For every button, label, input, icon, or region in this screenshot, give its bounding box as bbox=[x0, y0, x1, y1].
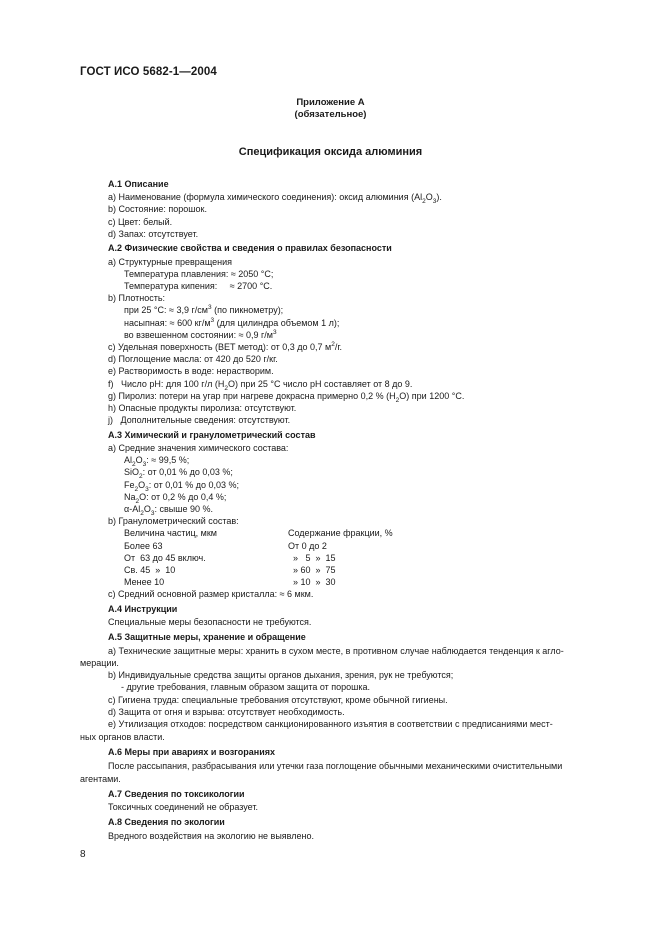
page-number: 8 bbox=[80, 849, 86, 860]
section-heading-a3: А.3 Химический и гранулометрический состав bbox=[108, 429, 316, 440]
table-cell: Более 63 bbox=[124, 540, 163, 551]
table-cell: Св. 45 » 10 bbox=[124, 565, 176, 576]
a1-item-c: c) Цвет: белый. bbox=[108, 216, 173, 227]
a6-text-line-2: агентами. bbox=[80, 773, 121, 784]
a5-item-a-cont: мерации. bbox=[80, 657, 119, 668]
a3-sio2: SiO$_2$: от 0,01 % до 0,03 %; bbox=[124, 467, 233, 481]
a2-density-3: во взвешенном состоянии: ≈ 0,9 $г/м^3$ bbox=[124, 328, 277, 340]
a1-item-b: b) Состояние: порошок. bbox=[108, 204, 207, 215]
a2-item-b: b) Плотность: bbox=[108, 293, 166, 304]
a3-alpha-al2o3: $\alpha-Al_2O_3$: свыше 90 %. bbox=[124, 504, 213, 517]
table-cell: » 5 » 15 bbox=[288, 552, 336, 563]
annex-label: Приложение А bbox=[296, 97, 365, 108]
a5-item-e: e) Утилизация отходов: посредством санкционированного изъятия в соответствии с предписаниями мест- bbox=[108, 718, 553, 729]
a2-boiling: Температура кипения: ≈ 2700 °С. bbox=[124, 281, 273, 292]
a3-item-b: b) Гранулометрический состав: bbox=[108, 516, 239, 527]
standard-header: ГОСТ ИСО 5682-1—2004 bbox=[80, 66, 217, 78]
section-heading-a6: А.6 Меры при авариях и возгораниях bbox=[108, 747, 276, 758]
section-heading-a4: А.4 Инструкции bbox=[108, 604, 178, 615]
table-cell: Менее 10 bbox=[124, 577, 165, 588]
section-heading-a8: А.8 Сведения по экологии bbox=[108, 817, 225, 828]
a2-item-c: c) Удельная поверхность (BET метод): от 0,3 до 0,7 $м^2/г$. bbox=[108, 341, 343, 353]
section-heading-a1: А.1 Описание bbox=[108, 179, 169, 189]
a5-item-a: a) Технические защитные меры: хранить в сухом месте, в противном случае наблюдается тенденция к агло- bbox=[108, 645, 564, 656]
a2-item-j: j) Дополнительные сведения: отсутствуют. bbox=[108, 415, 291, 426]
a5-item-b: b) Индивидуальные средства защиты органов дыхания, зрения, рук не требуются; bbox=[108, 670, 454, 681]
document-title: Спецификация оксида алюминия bbox=[238, 146, 423, 158]
a1-item-d: d) Запах: отсутствует. bbox=[108, 228, 199, 239]
table-header-content: Содержание фракции, % bbox=[288, 528, 393, 539]
a2-item-a: a) Структурные превращения bbox=[108, 256, 232, 267]
table-cell: От 63 до 45 включ. bbox=[124, 552, 206, 563]
a3-al2o3: $Al_2O_3$: ≈ 99,5 %; bbox=[124, 455, 190, 469]
a3-na2o: $Na_2O$: от 0,2 % до 0,4 %; bbox=[124, 491, 227, 505]
a1-item-a: a) Наименование (формула химического соединения): оксид алюминия $(Al_2O_3)$. bbox=[108, 192, 442, 205]
table-cell: » 10 » 30 bbox=[288, 577, 336, 588]
annex-status: (обязательное) bbox=[294, 109, 367, 120]
section-heading-a2: А.2 Физические свойства и сведения о правилах безопасности bbox=[108, 243, 392, 254]
document-body bbox=[80, 178, 615, 842]
a2-item-f: f) Число pH: для 100 г/л $(H_2O)$ при 25 °С число pH составляет от 8 до 9. bbox=[108, 378, 413, 392]
a2-density-1: при 25 °С: ≈ 3,9 $г/см^3$ (по пикнометру); bbox=[124, 304, 284, 316]
table-header-size: Величина частиц, мкм bbox=[124, 528, 217, 539]
a7-text: Токсичных соединений не образует. bbox=[108, 802, 258, 813]
table-cell: От 0 до 2 bbox=[288, 540, 327, 551]
a8-text: Вредного воздействия на экологию не выявлено. bbox=[108, 830, 314, 841]
granulometric-table bbox=[108, 527, 615, 588]
a2-item-e: e) Растворимость в воде: нерастворим. bbox=[108, 366, 274, 377]
section-heading-a5: А.5 Защитные меры, хранение и обращение bbox=[108, 632, 306, 643]
a2-item-d: d) Поглощение масла: от 420 до 520 г/кг. bbox=[108, 354, 278, 365]
table-cell: » 60 » 75 bbox=[288, 565, 336, 576]
a3-fe2o3: $Fe_2O_3$: от 0,01 % до 0,03 %; bbox=[124, 479, 240, 493]
a3-item-c: c) Средний основной размер кристалла: ≈ 6 мкм. bbox=[108, 589, 314, 600]
section-heading-a7: А.7 Сведения по токсикологии bbox=[108, 788, 245, 799]
a5-item-c: c) Гигиена труда: специальные требования отсутствуют, кроме обычной гигиены. bbox=[108, 694, 448, 705]
a2-density-2: насыпная: ≈ 600 $кг/м^3$ (для цилиндра объемом 1 л); bbox=[124, 316, 340, 328]
a4-text: Специальные меры безопасности не требуются. bbox=[108, 617, 312, 628]
a3-item-a: a) Средние значения химического состава: bbox=[108, 443, 289, 454]
a6-text-line-1: После рассыпания, разбрасывания или утечки газа поглощение обычными механическими очистительными bbox=[108, 760, 563, 771]
a5-item-d: d) Защита от огня и взрыва: отсутствует необходимость. bbox=[108, 706, 345, 717]
a2-melting: Температура плавления: ≈ 2050 °С; bbox=[124, 268, 274, 279]
a5-item-e-cont: ных органов власти. bbox=[80, 732, 165, 743]
a5-item-b-sub: - другие требования, главным образом защита от порошка. bbox=[121, 682, 371, 693]
a2-item-g: g) Пиролиз: потери на угар при нагреве докрасна примерно 0,2 % $(H_2O)$ при 1200 °С. bbox=[108, 390, 465, 404]
a2-item-h: h) Опасные продукты пиролиза: отсутствуют. bbox=[108, 403, 297, 414]
